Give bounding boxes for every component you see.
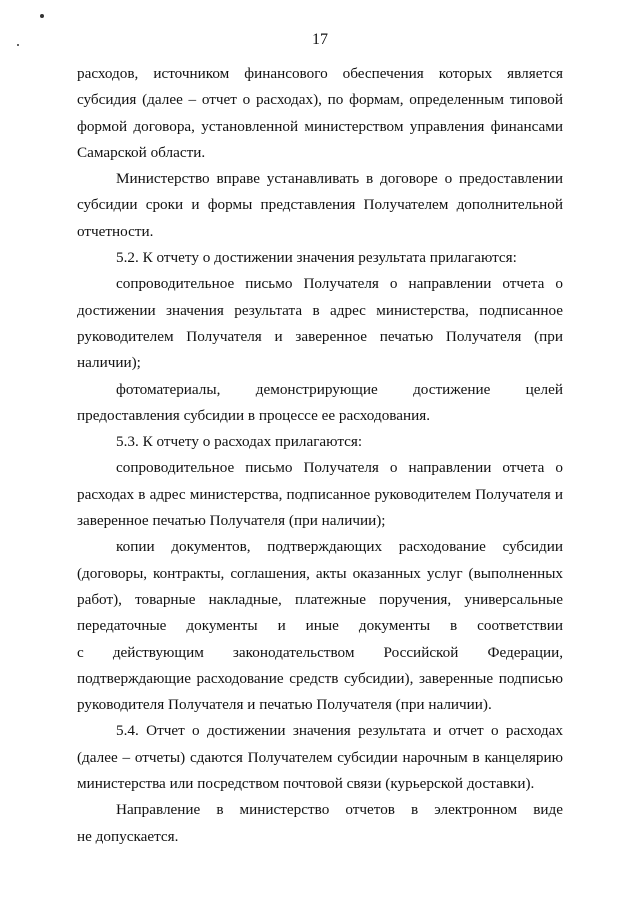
text-line: Самарской области. — [77, 143, 206, 161]
text-line: копии документов, подтверждающих расходование субсидии — [116, 538, 563, 556]
text-line: предоставления субсидии в процессе ее расходования. — [77, 406, 431, 424]
text-line: сопроводительное письмо Получателя о направлении отчета о — [116, 275, 563, 293]
text-line: руководителя Получателя и печатью Получателя (при наличии). — [77, 696, 492, 714]
text-line: субсидия (далее – отчет о расходах), по формам, определенным типовой — [77, 91, 563, 109]
page-number: 17 — [312, 31, 328, 48]
text-line: работ), товарные накладные, платежные поручения, универсальные — [77, 590, 563, 608]
text-line: (далее – отчеты) сдаются Получателем субсидии нарочным в канцелярию — [77, 748, 563, 766]
text-line: подтверждающие расходование средств субсидии), заверенные подписью — [77, 669, 563, 687]
text-line: руководителем Получателя и заверенное печатью Получателя (при — [77, 327, 563, 345]
text-line: 5.3. К отчету о расходах прилагаются: — [116, 433, 363, 451]
text-line: заверенное печатью Получателя (при наличии); — [77, 512, 386, 530]
text-line: расходах в адрес министерства, подписанное руководителем Получателя и — [77, 485, 563, 503]
text-line: министерства или посредством почтовой связи (курьерской доставки). — [77, 775, 535, 793]
text-line: отчетности. — [77, 222, 154, 240]
text-line: субсидии сроки и формы представления Получателем дополнительной — [77, 196, 563, 214]
text-line: передаточные документы и иные документы в соответствии — [77, 617, 563, 635]
scan-speck — [40, 14, 44, 18]
text-line: Направление в министерство отчетов в электронном виде — [116, 801, 563, 819]
text-line: 5.4. Отчет о достижении значения результата и отчет о расходах — [116, 722, 563, 740]
text-line: формой договора, установленной министерством управления финансами — [77, 117, 563, 135]
text-line: не допускается. — [77, 827, 179, 845]
document-body — [77, 61, 563, 850]
text-line: (договоры, контракты, соглашения, акты оказанных услуг (выполненных — [77, 564, 563, 582]
text-line: Министерство вправе устанавливать в договоре о предоставлении — [116, 170, 563, 188]
text-line: расходов, источником финансового обеспечения которых является — [77, 65, 563, 82]
text-line: сопроводительное письмо Получателя о направлении отчета о — [116, 459, 563, 477]
text-line: с действующим законодательством Российской Федерации, — [77, 643, 563, 661]
text-line: достижении значения результата в адрес министерства, подписанное — [77, 301, 563, 319]
text-line: наличии); — [77, 354, 141, 372]
text-line: 5.2. К отчету о достижении значения результата прилагаются: — [116, 249, 517, 267]
text-line: фотоматериалы, демонстрирующие достижение целей — [116, 380, 563, 398]
